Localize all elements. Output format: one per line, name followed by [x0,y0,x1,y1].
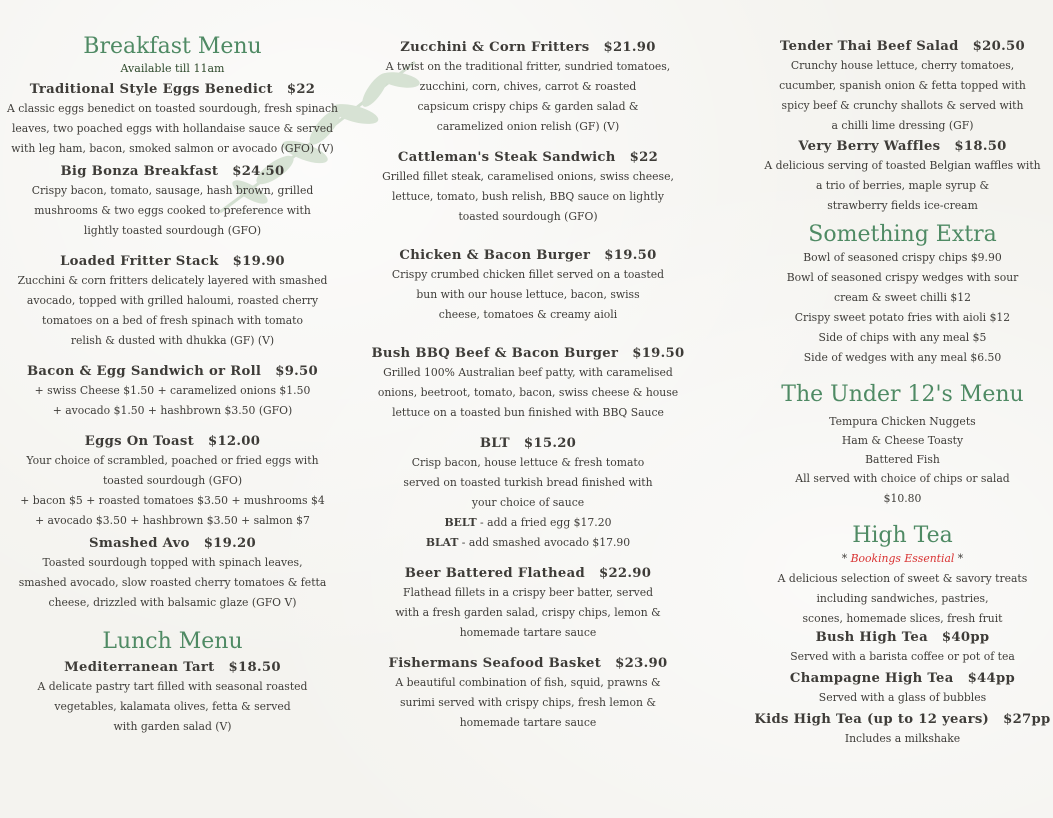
item-price: $18.50 [228,660,281,675]
item-desc-line: smashed avocado, slow roasted cherry tomatoes & fetta [18,576,327,589]
item-name: Very Berry Waffles [798,139,941,154]
item-price: $15.20 [523,436,577,451]
item-name: Zucchini & Corn Fritters [400,40,590,55]
item-desc-line: Grilled 100% Australian beef patty, with caramelised [383,366,673,379]
item-desc-line: Includes a milkshake [844,732,961,745]
star-left: * [841,552,851,565]
item-desc-line: a trio of berries, maple syrup & [815,179,990,192]
item-name: Bush BBQ Beef & Bacon Burger [371,346,619,361]
breakfast-menu-heading: Breakfast Menu [83,34,262,59]
under-12-list [745,412,1053,509]
item-price: $23.90 [615,656,668,671]
item-name: Mediterranean Tart [64,660,215,675]
item-desc-line: + swiss Cheese $1.50 + caramelized onions $1.50 [34,384,311,397]
item-name: Cattleman's Steak Sandwich [397,150,616,165]
item-desc-line: with leg ham, bacon, smoked salmon or avocado (GFO) (V) [11,142,334,155]
blt-extra-belt [368,513,688,533]
something-extra-list [745,248,1053,368]
extra-line: Bowl of seasoned crispy wedges with sour [786,271,1019,284]
item-desc-line: toasted sourdough (GFO) [458,210,598,223]
item-desc-line: Your choice of scrambled, poached or fried eggs with [26,454,319,467]
item-desc-line: Served with a barista coffee or pot of tea [790,650,1015,663]
item-desc-line: served on toasted turkish bread finished with [403,476,653,489]
blt-extra-blat [368,533,688,553]
menu-item-steak-sandwich [368,149,688,227]
star-right: * [954,552,964,565]
item-desc-line: Grilled fillet steak, caramelised onions, swiss cheese, [382,170,674,183]
item-name: Beer Battered Flathead [404,566,585,581]
item-price: $40pp [941,630,990,645]
item-desc-line: lightly toasted sourdough (GFO) [83,224,262,237]
item-price: $20.50 [972,39,1025,54]
menu-item-mediterranean-tart [0,659,345,737]
item-name: Champagne High Tea [789,671,954,686]
item-desc-line: Served with a glass of bubbles [818,691,987,704]
high-tea-kids [745,711,1053,749]
item-price: $24.50 [232,164,285,179]
under-12-menu-heading: The Under 12's Menu [781,382,1024,407]
item-desc-line: strawberry fields ice-cream [827,199,978,212]
item-desc-line: bun with our house lettuce, bacon, swiss [416,288,640,301]
menu-item-blt [368,435,688,553]
item-desc-line: + avocado $3.50 + hashbrown $3.50 + salmon $7 [35,514,310,527]
item-price: $19.50 [632,346,685,361]
kids-line: Battered Fish [865,453,940,466]
item-desc-line: with a fresh garden salad, crispy chips, lemon & [395,606,661,619]
extra-line: Side of chips with any meal $5 [818,331,987,344]
kids-line: Tempura Chicken Nuggets [829,415,976,428]
item-desc-line: Crunchy house lettuce, cherry tomatoes, [790,59,1015,72]
item-name: Big Bonza Breakfast [60,164,219,179]
item-desc-line: A delicate pastry tart filled with seasonal roasted [37,680,308,693]
item-price: $9.50 [275,364,319,379]
item-desc-line: zucchini, corn, chives, carrot & roasted [419,80,637,93]
item-desc-line: relish & dusted with dhukka (GF) (V) [70,334,275,347]
kids-line: Ham & Cheese Toasty [841,434,964,447]
item-desc-line: onions, beetroot, tomato, bacon, swiss cheese & house [377,386,679,399]
menu-item-bacon-egg-sandwich [0,363,345,421]
menu-item-bush-bbq-burger [368,345,688,423]
something-extra-heading: Something Extra [808,222,997,247]
menu-item-beer-battered-flathead [368,565,688,643]
item-name: Eggs On Toast [84,434,194,449]
item-desc-line: A classic eggs benedict on toasted sourdough, fresh spinach [7,102,338,115]
menu-item-chicken-bacon-burger [368,247,688,325]
item-desc-line: + avocado $1.50 + hashbrown $3.50 (GFO) [52,404,293,417]
lunch-menu-heading: Lunch Menu [102,629,243,654]
high-tea-champagne [745,670,1053,708]
extra-label: BELT [444,516,477,529]
item-desc-line: + bacon $5 + roasted tomatoes $3.50 + mushrooms $4 [20,494,325,507]
high-tea-heading: High Tea [852,523,953,548]
item-price: $22 [286,82,316,97]
breakfast-availability-note: Available till 11am [120,62,225,75]
high-tea-intro-line: scones, homemade slices, fresh fruit [802,612,1003,625]
high-tea-intro-line: A delicious selection of sweet & savory treats [777,572,1028,585]
item-desc-line: toasted sourdough (GFO) [102,474,243,487]
item-desc-line: cucumber, spanish onion & fetta topped with [779,79,1026,92]
kids-line: All served with choice of chips or salad [795,472,1010,485]
item-price: $19.90 [232,254,285,269]
item-desc-line: Crispy crumbed chicken fillet served on a toasted [391,268,665,281]
column-right [745,38,1053,749]
item-price: $19.50 [604,248,657,263]
item-desc-line: homemade tartare sauce [459,626,597,639]
item-desc-line: Crisp bacon, house lettuce & fresh tomato [411,456,645,469]
item-desc-line: with garden salad (V) [113,720,232,733]
item-desc-line: Flathead fillets in a crispy beer batter, served [402,586,654,599]
item-desc-line: mushrooms & two eggs cooked to preference with [34,204,311,217]
item-price: $21.90 [603,40,656,55]
menu-item-eggs-on-toast [0,433,345,531]
item-name: BLT [479,436,510,451]
item-desc-line: cheese, tomatoes & creamy aioli [438,308,618,321]
menu-item-seafood-basket [368,655,688,733]
extra-text: - add smashed avocado $17.90 [458,536,631,549]
item-price: $44pp [967,671,1016,686]
bookings-essential-text: Bookings Essential [850,552,955,565]
item-price: $18.50 [954,139,1007,154]
item-desc-line: caramelized onion relish (GF) (V) [436,120,620,133]
menu-item-big-bonza-breakfast [0,163,345,241]
extra-line: cream & sweet chilli $12 [834,291,971,304]
menu-item-loaded-fritter-stack [0,253,345,351]
item-desc-line: A beautiful combination of fish, squid, prawns & [395,676,661,689]
bookings-essential-note [745,549,1053,569]
item-desc-line: Zucchini & corn fritters delicately layered with smashed [17,274,328,287]
item-desc-line: surimi served with crispy chips, fresh lemon & [399,696,657,709]
item-name: Smashed Avo [89,536,190,551]
item-price: $22.90 [598,566,652,581]
menu-item-smashed-avo [0,535,345,613]
extra-text: - add a fried egg $17.20 [476,516,612,529]
item-desc-line: a chilli lime dressing (GF) [831,119,974,132]
item-price: $22 [629,150,659,165]
column-left [0,34,345,737]
high-tea-intro-line: including sandwiches, pastries, [816,592,989,605]
item-name: Tender Thai Beef Salad [780,39,959,54]
extra-label: BLAT [425,536,459,549]
item-desc-line: Toasted sourdough topped with spinach leaves, [42,556,303,569]
item-desc-line: leaves, two poached eggs with hollandaise sauce & served [11,122,334,135]
item-desc-line: cheese, drizzled with balsamic glaze (GFO V) [48,596,297,609]
item-desc-line: lettuce, tomato, bush relish, BBQ sauce on lightly [391,190,665,203]
column-middle [368,39,688,733]
item-name: Bush High Tea [815,630,928,645]
extra-line: Side of wedges with any meal $6.50 [803,351,1002,364]
high-tea-bush [745,629,1053,667]
item-desc-line: capsicum crispy chips & garden salad & [417,100,639,113]
item-price: $27pp [1003,712,1051,727]
item-desc-line: A twist on the traditional fritter, sundried tomatoes, [385,60,671,73]
item-price: $12.00 [207,434,261,449]
item-name: Kids High Tea (up to 12 years) [754,712,990,727]
item-desc-line: A delicious serving of toasted Belgian waffles with [764,159,1041,172]
item-desc-line: spicy beef & crunchy shallots & served with [781,99,1024,112]
item-desc-line: homemade tartare sauce [459,716,597,729]
item-name: Loaded Fritter Stack [60,254,219,269]
menu-item-eggs-benedict [0,81,345,159]
item-desc-line: tomatoes on a bed of fresh spinach with tomato [41,314,304,327]
menu-item-zucchini-corn-fritters [368,39,688,137]
item-desc-line: lettuce on a toasted bun finished with BBQ Sauce [392,406,664,419]
kids-price: $10.80 [883,492,922,505]
item-desc-line: avocado, topped with grilled haloumi, roasted cherry [26,294,319,307]
extra-line: Bowl of seasoned crispy chips $9.90 [803,251,1002,264]
extra-line: Crispy sweet potato fries with aioli $12 [794,311,1011,324]
item-name: Traditional Style Eggs Benedict [29,82,273,97]
item-desc-line: vegetables, kalamata olives, fetta & served [54,700,291,713]
item-desc-line: your choice of sauce [471,496,585,509]
item-desc-line: Crispy bacon, tomato, sausage, hash brown, grilled [31,184,314,197]
item-name: Bacon & Egg Sandwich or Roll [26,364,262,379]
item-name: Chicken & Bacon Burger [399,248,591,263]
item-name: Fishermans Seafood Basket [388,656,602,671]
item-price: $19.20 [203,536,256,551]
menu-item-thai-beef-salad [745,38,1053,136]
menu-item-very-berry-waffles [745,138,1053,216]
